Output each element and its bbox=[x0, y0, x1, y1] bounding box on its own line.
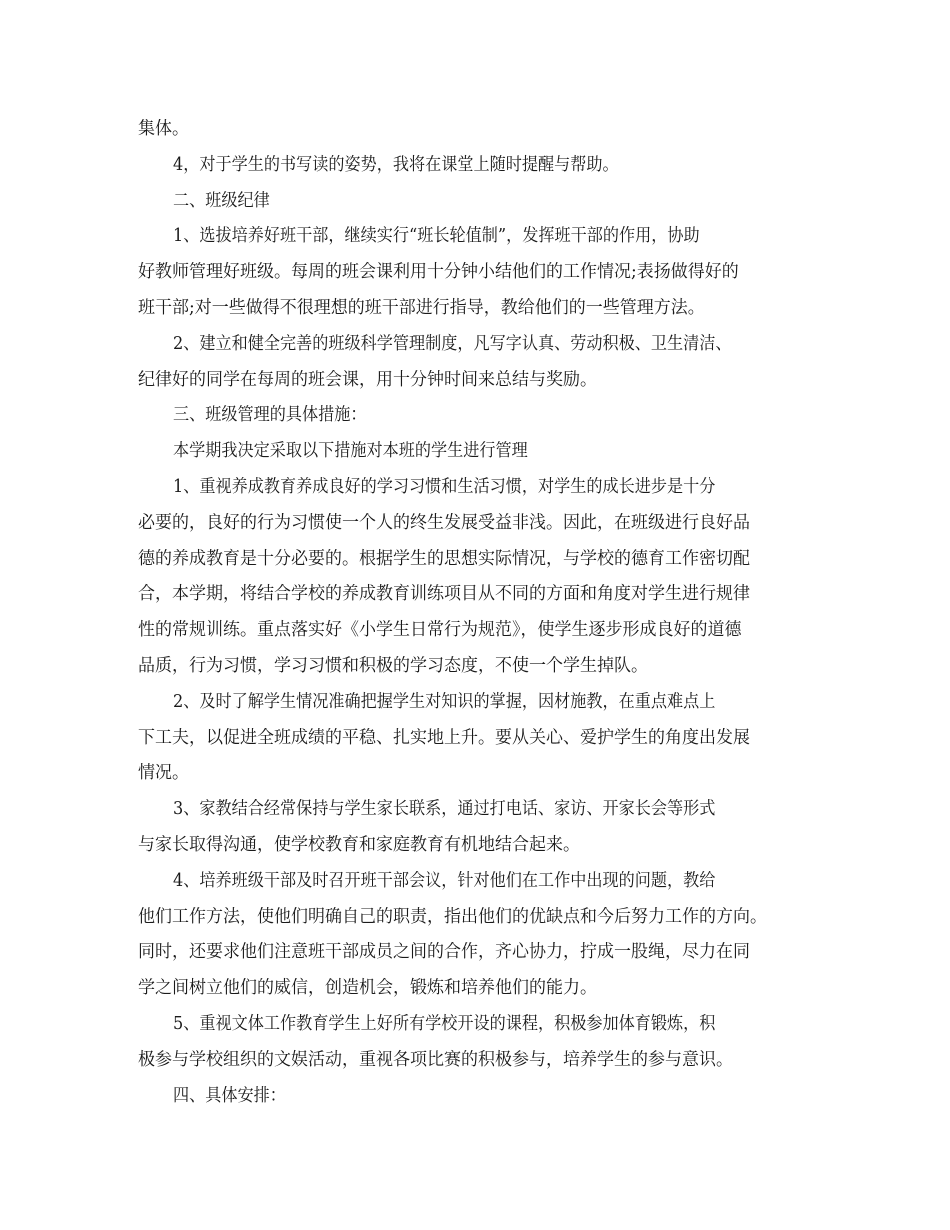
text-line: 1、选拔培养好班干部，继续实行“班长轮值制”，发挥班干部的作用，协助 bbox=[173, 226, 700, 246]
text-line: 极参与学校组织的文娱活动，重视各项比赛的积极参与，培养学生的参与意识。 bbox=[138, 1050, 733, 1070]
text-line: 下工夫，以促进全班成绩的平稳、扎实地上升。要从关心、爱护学生的角度出发展 bbox=[138, 728, 750, 748]
text-line: 性的常规训练。重点落实好《小学生日常行为规范》，使学生逐步形成良好的道德 bbox=[138, 620, 742, 640]
text-line: 2、建立和健全完善的班级科学管理制度，凡写字认真、劳动积极、卫生清洁、 bbox=[173, 334, 732, 354]
text-line: 品质，行为习惯，学习习惯和积极的学习态度，不使一个学生掉队。 bbox=[138, 656, 648, 676]
text-line: 好教师管理好班级。每周的班会课利用十分钟小结他们的工作情况;表扬做得好的 bbox=[138, 262, 739, 282]
text-line: 与家长取得沟通，使学校教育和家庭教育有机地结合起来。 bbox=[138, 835, 580, 855]
text-line: 二、班级纪律 bbox=[173, 191, 270, 211]
text-line: 4、培养班级干部及时召开班干部会议，针对他们在工作中出现的问题，教给 bbox=[173, 871, 716, 891]
text-line: 班干部;对一些做得不很理想的班干部进行指导，教给他们的一些管理方法。 bbox=[138, 298, 705, 318]
text-line: 同时，还要求他们注意班干部成员之间的合作，齐心协力，拧成一股绳，尽力在同 bbox=[138, 942, 750, 962]
text-line: 本学期我决定采取以下措施对本班的学生进行管理 bbox=[173, 441, 528, 461]
text-line: 情况。 bbox=[138, 763, 189, 783]
text-line: 1、重视养成教育养成良好的学习习惯和生活习惯，对学生的成长进步是十分 bbox=[173, 477, 716, 497]
text-line: 德的养成教育是十分必要的。根据学生的思想实际情况，与学校的德育工作密切配 bbox=[138, 549, 750, 569]
text-line: 四、具体安排： bbox=[173, 1086, 286, 1106]
text-line: 三、班级管理的具体措施： bbox=[173, 405, 367, 425]
text-line: 必要的，良好的行为习惯使一个人的终生发展受益非浅。因此，在班级进行良好品 bbox=[138, 513, 750, 533]
text-line: 合，本学期，将结合学校的养成教育训练项目从不同的方面和角度对学生进行规律 bbox=[138, 584, 750, 604]
text-line: 5、重视文体工作教育学生上好所有学校开设的课程，积极参加体育锻炼，积 bbox=[173, 1014, 716, 1034]
text-line: 3、家教结合经常保持与学生家长联系，通过打电话、家访、开家长会等形式 bbox=[173, 799, 716, 819]
text-line: 学之间树立他们的威信，创造机会，锻炼和培养他们的能力。 bbox=[138, 978, 597, 998]
text-line: 纪律好的同学在每周的班会课，用十分钟时间来总结与奖励。 bbox=[138, 370, 597, 390]
text-line: 集体。 bbox=[138, 119, 189, 139]
text-line: 他们工作方法，使他们明确自己的职责，指出他们的优缺点和今后努力工作的方向。 bbox=[138, 907, 767, 927]
text-line: 4，对于学生的书写读的姿势，我将在课堂上随时提醒与帮助。 bbox=[173, 155, 619, 175]
text-line: 2、及时了解学生情况准确把握学生对知识的掌握，因材施教，在重点难点上 bbox=[173, 692, 716, 712]
